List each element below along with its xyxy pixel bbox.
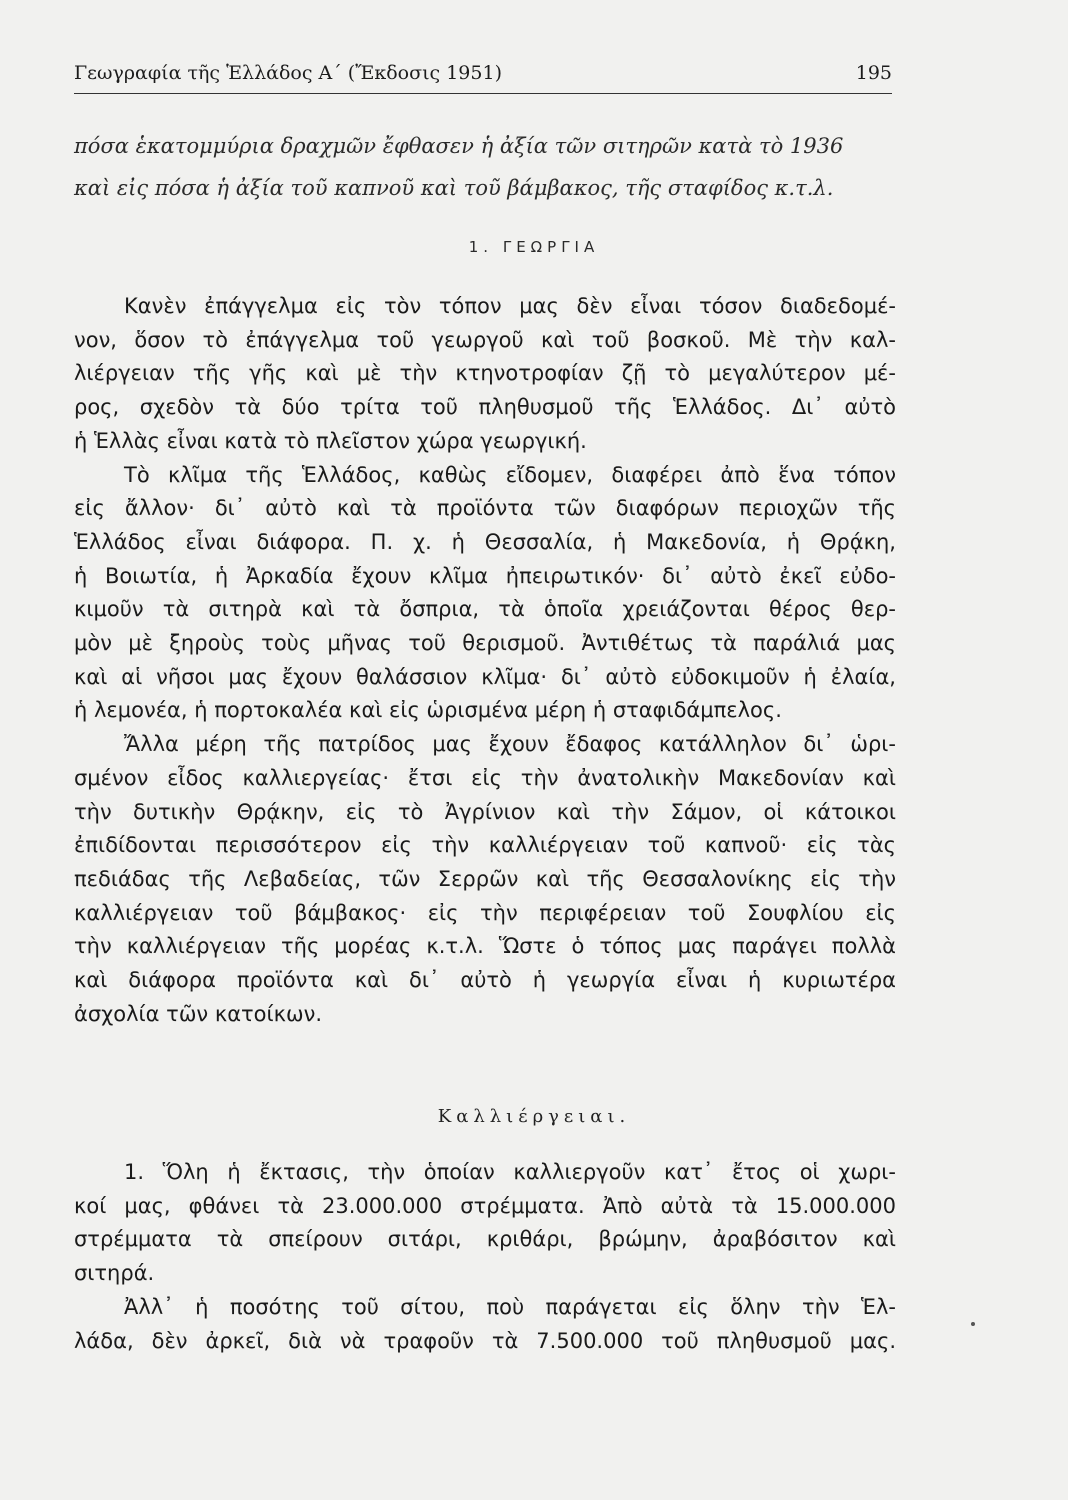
text-line: τὴν καλλιέργειαν τῆς μορέας κ.τ.λ. Ὥστε ὁ τόπος μας παράγει πολλὰ xyxy=(74,934,896,959)
text-line: Τὸ κλῖμα τῆς Ἑλλάδος, καθὼς εἴδομεν, διαφέρει ἀπὸ ἕνα τόπον xyxy=(124,462,896,487)
text-line: ἡ Βοιωτία, ἡ Ἀρκαδία ἔχουν κλῖμα ἠπειρωτικόν· δι᾽ αὐτὸ ἐκεῖ εὐδο- xyxy=(74,563,896,588)
text-line: Ἄλλα μέρη τῆς πατρίδος μας ἔχουν ἔδαφος κατάλληλον δι᾽ ὡρι- xyxy=(124,732,896,757)
text-line: εἰς ἄλλον· δι᾽ αὐτὸ καὶ τὰ προϊόντα τῶν διαφόρων περιοχῶν τῆς xyxy=(74,496,896,521)
text-line: ἡ λεμονέα, ἡ πορτοκαλέα καὶ εἰς ὡρισμένα μέρη ἡ σταφιδάμπελος. xyxy=(74,698,782,723)
italic-note-line: πόσα ἑκατομμύρια δραχμῶν ἔφθασεν ἡ ἀξία τῶν σιτηρῶν κατὰ τὸ 1936 xyxy=(74,134,844,158)
section-body xyxy=(74,290,896,1031)
text-line: σμένον εἶδος καλλιεργείας· ἔτσι εἰς τὴν ἀνατολικὴν Μακεδονίαν καὶ xyxy=(74,765,896,790)
text-line: καὶ διάφορα προϊόντα καὶ δι᾽ αὐτὸ ἡ γεωργία εἶναι ἡ κυριωτέρα xyxy=(74,968,896,993)
text-line: ἀσχολία τῶν κατοίκων. xyxy=(74,1001,323,1026)
text-line: λιέργειαν τῆς γῆς καὶ μὲ τὴν κτηνοτροφίαν ζῇ τὸ μεγαλύτερον μέ- xyxy=(74,361,896,386)
text-line: καὶ αἱ νῆσοι μας ἔχουν θαλάσσιον κλῖμα· δι᾽ αὐτὸ εὐδοκιμοῦν ἡ ἐλαία, xyxy=(74,664,896,689)
header-rule xyxy=(74,93,892,94)
text-line: κιμοῦν τὰ σιτηρὰ καὶ τὰ ὄσπρια, τὰ ὁποῖα χρειάζονται θέρος θερ- xyxy=(74,597,896,622)
text-line: κοί μας, φθάνει τὰ 23.000.000 στρέμματα. Ἀπὸ αὐτὰ τὰ 15.000.000 xyxy=(74,1193,896,1218)
subsection-body xyxy=(74,1156,896,1358)
text-line: Ἑλλάδος εἶναι διάφορα. Π. χ. ἡ Θεσσαλία, ἡ Μακεδονία, ἡ Θρᾴκη, xyxy=(74,529,896,554)
text-line: Ἀλλ᾽ ἡ ποσότης τοῦ σίτου, ποὺ παράγεται εἰς ὅλην τὴν Ἑλ- xyxy=(124,1294,896,1319)
text-line: στρέμματα τὰ σπείρουν σιτάρι, κριθάρι, βρώμην, ἀραβόσιτον καὶ xyxy=(74,1227,896,1252)
text-line: σιτηρά. xyxy=(74,1261,155,1286)
section-heading: 1. ΓΕΩΡΓΙΑ xyxy=(468,238,600,256)
text-line: μὸν μὲ ξηροὺς τοὺς μῆνας τοῦ θερισμοῦ. Ἀντιθέτως τὰ παράλιά μας xyxy=(74,631,896,656)
text-line: πεδιάδας τῆς Λεβαδείας, τῶν Σερρῶν καὶ τῆς Θεσσαλονίκης εἰς τὴν xyxy=(74,866,896,891)
running-title: Γεωγραφία τῆς Ἑλλάδος Α΄ (Ἔκδοσις 1951) xyxy=(74,62,502,84)
text-line: νον, ὅσον τὸ ἐπάγγελμα τοῦ γεωργοῦ καὶ τοῦ βοσκοῦ. Μὲ τὴν καλ- xyxy=(74,327,896,352)
text-line: ρος, σχεδὸν τὰ δύο τρίτα τοῦ πληθυσμοῦ τῆς Ἑλλάδος. Δι᾽ αὐτὸ xyxy=(74,395,896,420)
text-line: 1. Ὅλη ἡ ἔκτασις, τὴν ὁποίαν καλλιεργοῦν κατ᾽ ἔτος οἱ χωρι- xyxy=(124,1160,896,1184)
stray-ink-dot xyxy=(971,1322,975,1326)
text-line: καλλιέργειαν τοῦ βάμβακος· εἰς τὴν περιφέρειαν τοῦ Σουφλίου εἰς xyxy=(74,900,896,925)
page-number: 195 xyxy=(855,62,892,84)
italic-note xyxy=(74,125,894,209)
text-line: λάδα, δὲν ἀρκεῖ, διὰ νὰ τραφοῦν τὰ 7.500.000 τοῦ πληθυσμοῦ μας. xyxy=(74,1328,896,1353)
text-line: τὴν δυτικὴν Θρᾴκην, εἰς τὸ Ἀγρίνιον καὶ τὴν Σάμον, οἱ κάτοικοι xyxy=(74,799,896,824)
text-line: ἡ Ἑλλὰς εἶναι κατὰ τὸ πλεῖστον χώρα γεωργική. xyxy=(74,428,587,453)
italic-note-line: καὶ εἰς πόσα ἡ ἀξία τοῦ καπνοῦ καὶ τοῦ βάμβακος, τῆς σταφίδος κ.τ.λ. xyxy=(74,176,834,200)
text-line: ἐπιδίδονται περισσότερον εἰς τὴν καλλιέργειαν τοῦ καπνοῦ· εἰς τὰς xyxy=(74,833,896,858)
sub-heading: Καλλιέργειαι. xyxy=(437,1106,631,1127)
text-line: Κανὲν ἐπάγγελμα εἰς τὸν τόπον μας δὲν εἶναι τόσον διαδεδομέ- xyxy=(124,294,896,318)
page-header xyxy=(74,62,892,90)
